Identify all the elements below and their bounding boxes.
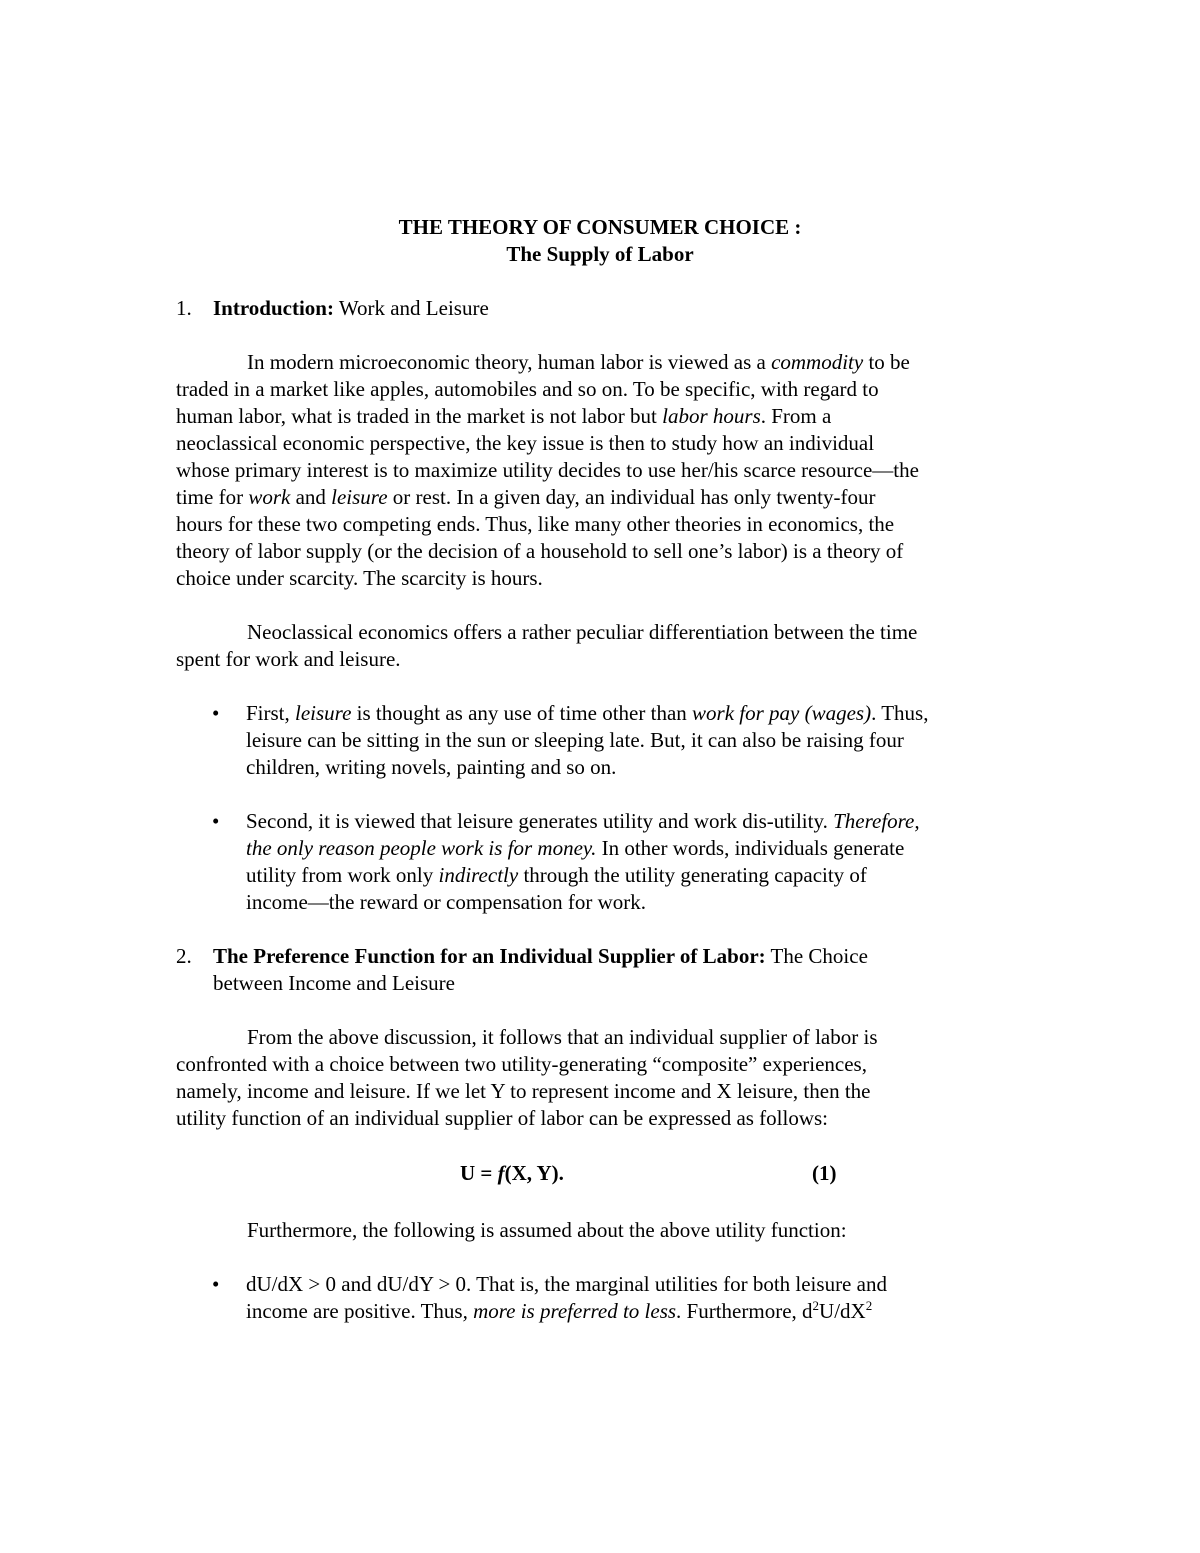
paragraph-1-line: human labor, what is traded in the market is not labor but labor hours. From a — [176, 404, 832, 428]
paragraph-1-line: hours for these two competing ends. Thus, like many other theories in economics, the — [176, 512, 895, 536]
paragraph-3-line: utility function of an individual supplier of labor can be expressed as follows: — [176, 1106, 829, 1130]
paragraph-1-line: neoclassical economic perspective, the key issue is then to study how an individual — [176, 431, 875, 455]
bullet-item-utility — [212, 808, 1042, 916]
paragraph-3-line: confronted with a choice between two utility-generating “composite” experiences, — [176, 1052, 867, 1076]
paragraph-3 — [176, 1024, 1036, 1132]
section-2-title-line-2: between Income and Leisure — [213, 971, 455, 995]
paragraph-1-line: theory of labor supply (or the decision of a household to sell one’s labor) is a theory of — [176, 539, 904, 563]
utility-equation — [0, 1160, 1200, 1187]
bullet-icon: • — [212, 1272, 220, 1296]
bullet-item-leisure — [212, 700, 1042, 781]
paragraph-1 — [176, 349, 1036, 592]
section-2-heading — [176, 943, 1036, 997]
bullet-line: dU/dX > 0 and dU/dY > 0. That is, the marginal utilities for both leisure and — [246, 1272, 887, 1296]
bullet-line: income—the reward or compensation for work. — [246, 890, 647, 914]
paragraph-3-line: namely, income and leisure. If we let Y to represent income and X leisure, then the — [176, 1079, 871, 1103]
bullet-line: First, leisure is thought as any use of time other than work for pay (wages). Thus, — [246, 701, 929, 725]
section-1-title-rest: Work and Leisure — [333, 296, 489, 320]
paragraph-2-line: spent for work and leisure. — [176, 647, 401, 671]
paragraph-4 — [176, 1217, 1036, 1244]
paragraph-2 — [176, 619, 1036, 673]
section-2-title-rest: The Choice — [765, 944, 868, 968]
section-1-number: 1. — [176, 296, 192, 320]
title-line-1: THE THEORY OF CONSUMER CHOICE : — [398, 215, 802, 239]
equation-expression: U = f(X, Y). — [460, 1161, 564, 1185]
bullet-line: Second, it is viewed that leisure generates utility and work dis-utility. Therefore, — [246, 809, 920, 833]
bullet-line: the only reason people work is for money. In other words, individuals generate — [246, 836, 905, 860]
paragraph-2-line: Neoclassical economics offers a rather peculiar differentiation between the time — [247, 620, 918, 644]
bullet-icon: • — [212, 809, 220, 833]
paragraph-1-line: whose primary interest is to maximize utility decides to use her/his scarce resource—the — [176, 458, 919, 482]
bullet-icon: • — [212, 701, 220, 725]
paragraph-1-line: traded in a market like apples, automobiles and so on. To be specific, with regard to — [176, 377, 879, 401]
bullet-line: utility from work only indirectly through the utility generating capacity of — [246, 863, 867, 887]
title-line-2: The Supply of Labor — [506, 242, 694, 266]
bullet-line: children, writing novels, painting and so on. — [246, 755, 617, 779]
paragraph-1-line: In modern microeconomic theory, human labor is viewed as a commodity to be — [247, 350, 910, 374]
bullet-line: leisure can be sitting in the sun or sleeping late. But, it can also be raising four — [246, 728, 904, 752]
section-1-heading — [176, 295, 1036, 322]
bullet-item-marginal-utility — [212, 1271, 1042, 1325]
paragraph-1-line: choice under scarcity. The scarcity is hours. — [176, 566, 543, 590]
equation-number: (1) — [812, 1161, 837, 1185]
section-2-number: 2. — [176, 944, 192, 968]
section-1-title-bold: Introduction: — [213, 296, 334, 320]
bullet-line: income are positive. Thus, more is preferred to less. Furthermore, $d^2U/dX^2$ — [246, 1298, 873, 1323]
paragraph-3-line: From the above discussion, it follows that an individual supplier of labor is — [247, 1025, 878, 1049]
document-title — [0, 214, 1200, 268]
section-2-title-bold: The Preference Function for an Individual Supplier of Labor: — [213, 944, 766, 968]
paragraph-4-line: Furthermore, the following is assumed about the above utility function: — [247, 1218, 847, 1242]
paragraph-1-line: time for work and leisure or rest. In a given day, an individual has only twenty-four — [176, 485, 876, 509]
